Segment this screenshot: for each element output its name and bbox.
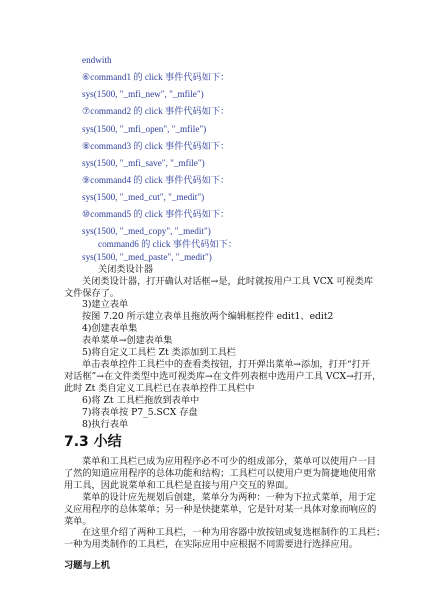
summary-line: 了然的知道应用程序的总体功能和结构；工具栏可以使用户更为简捷地使用常	[64, 468, 377, 479]
step-line: 7)将表单按 P7_5.SCX 存盘	[82, 407, 198, 418]
code-line: sys(1500, "_med_cut", "_medit")	[82, 192, 205, 202]
code-line: sys(1500, "_mfi_save", "_mfile")	[82, 158, 205, 168]
summary-line: 一种为用类制作的工具栏，在实际应用中应根据不同需要进行选择应用。	[64, 539, 358, 550]
code-line: endwith	[82, 55, 112, 65]
step-line: 8)执行表单	[82, 419, 129, 430]
step-line: 对话框”→在文件类型中选可视类库→在文件列表框中选用户工具 VCX→打开，	[64, 371, 382, 382]
step-line: 关闭类设计器，打开确认对话框→是，此时就按用户工具 VCX 可视类库	[82, 276, 373, 287]
code-line: sys(1500, "_med_copy", "_medit")	[82, 226, 211, 236]
code-line: ⑩command5 的 click 事件代码如下：	[82, 209, 230, 219]
code-line: ⑨command4 的 click 事件代码如下：	[82, 175, 230, 185]
exercises-heading: 习题与上机	[64, 560, 110, 571]
step-line: 按图 7.20 所示建立表单且拖放两个编辑框控件 edit1、edit2	[82, 311, 334, 322]
code-line: sys(1500, "_mfi_open", "_mfile")	[82, 124, 207, 134]
summary-line: 在这里介绍了两种工具栏，一种为用容器中放按钮或复选框制作的工具栏；	[82, 527, 386, 538]
code-line: sys(1500, "_mfi_new", "_mfile")	[82, 89, 204, 99]
step-line: 表单菜单→创建表单集	[82, 335, 173, 346]
step-line: 单击表单控件工具栏中的查看类按钮，打开弹出菜单→添加，打开“打开	[82, 359, 371, 370]
summary-line: 菜单的设计应先规划后创建，菜单分为两种：一种为下拉式菜单，用于定	[82, 492, 376, 503]
step-line: 文件保存了。	[64, 288, 120, 299]
code-line: ⑥command1 的 click 事件代码如下：	[82, 72, 230, 82]
step-line: 5)将自定义工具栏 Zt 类添加到工具栏	[82, 347, 236, 358]
code-line: sys(1500, "_med_paste", "_medit")	[82, 252, 212, 262]
code-line: ⑧command3 的 click 事件代码如下：	[82, 141, 230, 151]
step-line: 3)建立表单	[82, 299, 129, 310]
summary-line: 菜单。	[64, 516, 92, 527]
code-line: ⑦command2 的 click 事件代码如下：	[82, 106, 230, 116]
step-line: 6)将 Zt 工具栏拖放到表单中	[82, 395, 200, 406]
step-line: 关闭类设计器	[98, 264, 154, 275]
step-line: 此时 Zt 类自定义工具栏已在表单控件工具栏中	[64, 383, 255, 394]
summary-line: 用工具，因此说菜单和工具栏是直接与用户交互的界面。	[64, 480, 294, 491]
step-line: 4)创建表单集	[82, 323, 138, 334]
summary-line: 义应用程序的总体菜单；另一种是快捷菜单，它是针对某一具体对象而响应的	[64, 504, 377, 515]
section-heading: 7.3 小结	[64, 434, 122, 450]
summary-line: 菜单和工具栏已成为应用程序必不可少的组成部分，菜单可以使用户一目	[82, 456, 376, 467]
code-line: command6 的 click 事件代码如下：	[98, 239, 238, 249]
